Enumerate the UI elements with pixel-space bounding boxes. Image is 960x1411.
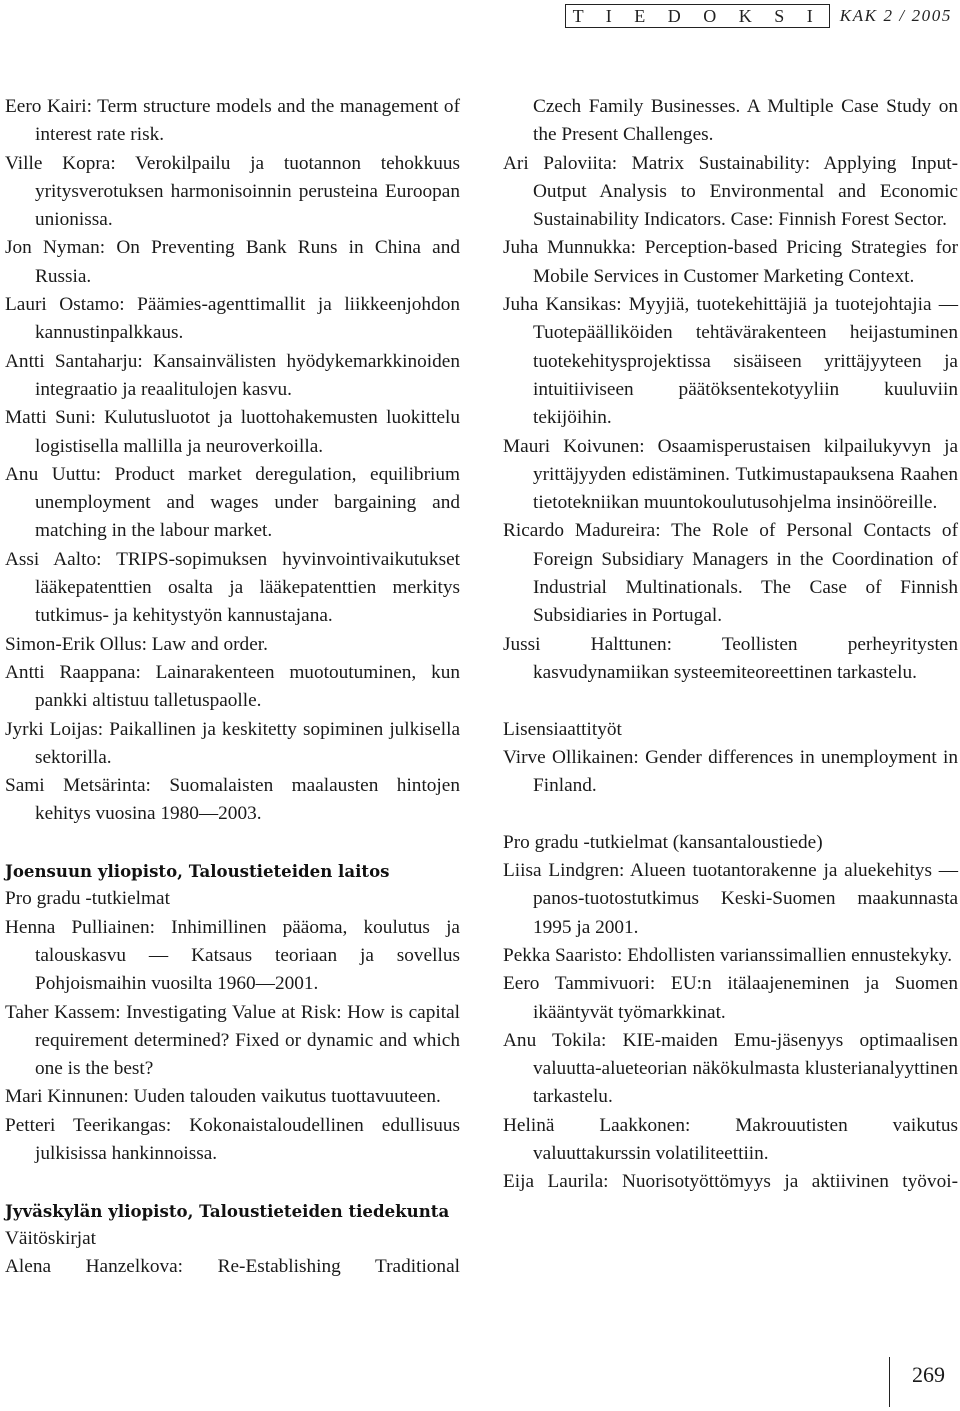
thesis-entry: Assi Aalto: TRIPS-sopimuksen hyvinvointivaikutukset lääkepatenttien osalta ja lääkepatenttien merkitys tutkimus- ja kehitystyön kannustajana. <box>5 548 460 627</box>
journal-issue: KAK 2 / 2005 <box>839 6 952 25</box>
thesis-entry-continued: Czech Family Businesses. A Multiple Case Study on the Present Challenges. <box>533 96 958 146</box>
thesis-entry: Mauri Koivunen: Osaamisperustaisen kilpailukyvyn ja yrittäjyyden edistäminen. Tutkimustapauksena Raahen tietotekniikan muuntokoulutusohjelma insinööreille. <box>503 435 958 514</box>
thesis-entry: Juha Kansikas: Myyjiä, tuotekehittäjiä ja tuotejohtajia — Tuotepäälliköiden tehtävärakenteen heijastuminen tuotekehitysprojektissa sisäiseen yrittäjyyteen ja intuitiiviseen päätöksentekotyyliin kuuluviin tekijöihin. <box>503 294 958 429</box>
university-heading-jyvaskyla: Jyväskylän yliopisto, Taloustieteiden tiedekunta <box>5 1200 450 1221</box>
thesis-entry: Taher Kassem: Investigating Value at Risk: How is capital requirement determined? Fixed or dynamic and which one is the best? <box>5 1001 460 1080</box>
page-number-rule <box>889 1357 890 1407</box>
thesis-entry: Anu Uuttu: Product market deregulation, equilibrium unemployment and wages under bargaining and matching in the labour market. <box>5 463 460 542</box>
thesis-entry: Juha Munnukka: Perception-based Pricing Strategies for Mobile Services in Customer Marketing Context. <box>503 237 958 287</box>
thesis-entry: Liisa Lindgren: Alueen tuotantorakenne ja aluekehitys — panos-tuotostutkimus Keski-Suomen maakunnasta 1995 ja 2001. <box>503 860 958 938</box>
thesis-entry: Ville Kopra: Verokilpailu ja tuotannon tehokkuus yritysverotuksen harmonisoinnin perusteina Euroopan unionissa. <box>5 152 460 231</box>
thesis-category: Väitöskirjat <box>5 1227 97 1249</box>
thesis-entry: Petteri Teerikangas: Kokonaistaloudellinen edullisuus julkisissa hankinnoissa. <box>5 1114 460 1164</box>
thesis-entry: Eero Tammivuori: EU:n itälaajeneminen ja Suomen ikääntyvät työmarkkinat. <box>503 973 958 1023</box>
thesis-entry: Helinä Laakkonen: Makrouutisten vaikutus valuuttakurssin volatiliteettiin. <box>503 1114 958 1164</box>
thesis-category: Pro gradu -tutkielmat <box>5 888 170 910</box>
thesis-entry: Pekka Saaristo: Ehdollisten varianssimallien ennustekyky. <box>503 944 953 966</box>
thesis-entry: Eija Laurila: Nuorisotyöttömyys ja aktiivinen työvoi- <box>503 1171 958 1193</box>
page-number: 269 <box>912 1362 945 1387</box>
left-column <box>5 93 460 1281</box>
thesis-entry: Simon-Erik Ollus: Law and order. <box>5 633 268 655</box>
thesis-entry: Jon Nyman: On Preventing Bank Runs in China and Russia. <box>5 237 460 287</box>
thesis-category: Lisensiaattityöt <box>503 718 622 740</box>
thesis-entry: Henna Pulliainen: Inhimillinen pääoma, koulutus ja talouskasvu — Katsaus teoriaan ja sovellus Pohjoismaihin vuosilta 1960—2001. <box>5 916 460 995</box>
university-heading-joensuu: Joensuun yliopisto, Taloustieteiden laitos <box>5 861 390 882</box>
thesis-entry: Virve Ollikainen: Gender differences in unemployment in Finland. <box>503 746 958 797</box>
running-header <box>565 3 952 29</box>
thesis-entry: Ricardo Madureira: The Role of Personal Contacts of Foreign Subsidiary Managers in the Coordination of Industrial Multinationals. The Case of Finnish Subsidiaries in Portugal. <box>503 520 958 627</box>
journal-section-title: T I E D O K S I <box>565 4 830 28</box>
thesis-entry: Ari Paloviita: Matrix Sustainability: Applying Input-Output Analysis to Environmental and Economic Sustainability Indicators. Case: Finnish Forest Sector. <box>503 152 958 231</box>
thesis-entry: Eero Kairi: Term structure models and the management of interest rate risk. <box>5 96 460 146</box>
thesis-entry: Jussi Halttunen: Teollisten perheyritysten kasvudynamiikan systeemiteoreettinen tarkastelu. <box>503 633 958 683</box>
thesis-entry: Matti Suni: Kulutusluotot ja luottohakemusten luokittelu logistisella mallilla ja neuroverkoilla. <box>5 407 460 457</box>
thesis-category: Pro gradu -tutkielmat (kansantaloustiede) <box>503 831 823 853</box>
thesis-entry: Mari Kinnunen: Uuden talouden vaikutus tuottavuuteen. <box>5 1086 441 1108</box>
thesis-entry: Anu Tokila: KIE-maiden Emu-jäsenyys optimaalisen valuutta-alueteorian näkökulmasta klusterianalyyttinen tarkastelu. <box>503 1029 958 1108</box>
thesis-entry: Antti Raappana: Lainarakenteen muotoutuminen, kun pankki altistuu talletuspaolle. <box>5 661 460 712</box>
thesis-entry: Jyrki Loijas: Paikallinen ja keskitetty sopiminen julkisella sektorilla. <box>5 718 460 768</box>
thesis-entry: Alena Hanzelkova: Re-Establishing Traditional <box>5 1256 460 1278</box>
thesis-entry: Sami Metsärinta: Suomalaisten maalausten hintojen kehitys vuosina 1980—2003. <box>5 775 460 825</box>
right-column <box>503 93 958 1197</box>
thesis-entry: Antti Santaharju: Kansainvälisten hyödykemarkkinoiden integraatio ja reaalitulojen kasvu. <box>5 350 460 400</box>
thesis-entry: Lauri Ostamo: Päämies-agenttimallit ja liikkeenjohdon kannustinpalkkaus. <box>5 294 460 344</box>
